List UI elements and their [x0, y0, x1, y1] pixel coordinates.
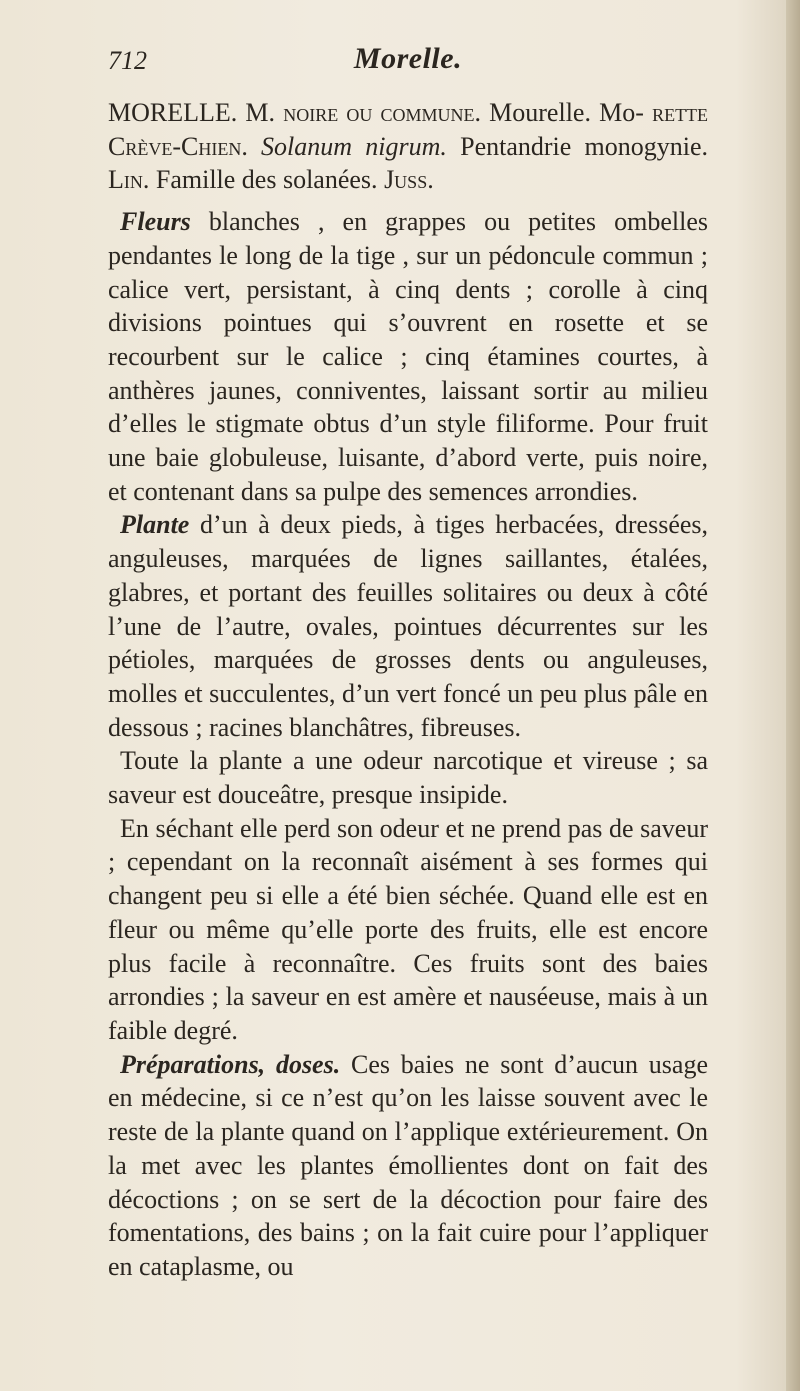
headword: MORELLE. [108, 98, 238, 127]
running-title: Morelle. [353, 42, 463, 75]
paragraph-preparations: Préparations, doses. Ces baies ne sont d’aucun usage en médecine, si ce n’est qu’on les laisse souvent avec le reste de la plante quand on l’applique extérieurement. On la met avec les plantes émollientes dont on fait des décoctions ; on se sert de la décoction pour faire des fomentations, des bains ; on la fait cuire pour l’appliquer en cataplasme, ou [108, 1049, 708, 1281]
section-label: Préparations, doses. [120, 1049, 341, 1079]
section-label: Fleurs [120, 207, 191, 237]
synonyms: noire ou commune. [283, 98, 481, 127]
page-number: 712 [108, 46, 147, 75]
paragraph-sechant: En séchant elle perd son odeur et ne prend pas de saveur ; cependant on la reconnaît aisément à ses formes qui changent peu si elle a été bien séchée. Quand elle est en fleur ou même qu’elle porte des fruits, elle est encore plus facile à reconnaître. Ces fruits sont des baies arrondies ; la saveur en est amère et nauséeuse, mais à un faible degré. [108, 813, 708, 1045]
article-body [108, 96, 708, 1284]
section-label: Plante [120, 510, 190, 540]
paragraph-plante: Plante d’un à deux pieds, à tiges herbacées, dressées, anguleuses, marquées de lignes saillantes, étalées, glabres, et portant des feuilles solitaires ou deux à côté l’une de l’autre, ovales, pointues décurrentes sur les pétioles, marquées de grosses dents ou anguleuses, molles et succulentes, d’un vert foncé un peu plus pâle en dessous ; racines blanchâtres, fibreuses. [108, 510, 709, 742]
page-edge [786, 0, 800, 1391]
page-header [108, 42, 708, 86]
paragraph-odeur: Toute la plante a une odeur narcotique et vireuse ; sa saveur est douceâtre, presque insipide. [108, 746, 708, 810]
entry-heading: MORELLE. M. noire ou commune. Mourelle. Mo- rette Crève-Chien. Solanum nigrum. Pentandrie monogynie. Lin. Famille des solanées. Juss. [108, 98, 709, 195]
latin-name: Solanum nigrum. [261, 131, 447, 161]
paragraph-fleurs: Fleurs blanches , en grappes ou petites ombelles pendantes le long de la tige , sur un pédoncule commun ; calice vert, persistant, à cinq dents ; corolle à cinq divisions pointues qui s’ouvrent en rosette et se recourbent sur le calice ; cinq étamines courtes, à anthères jaunes, conniventes, laissant sortir au milieu d’elles le stigmate obtus d’un style filiforme. Pour fruit une baie globuleuse, luisante, d’abord verte, puis noire, et contenant dans sa pulpe des semences arrondies. [108, 207, 708, 506]
